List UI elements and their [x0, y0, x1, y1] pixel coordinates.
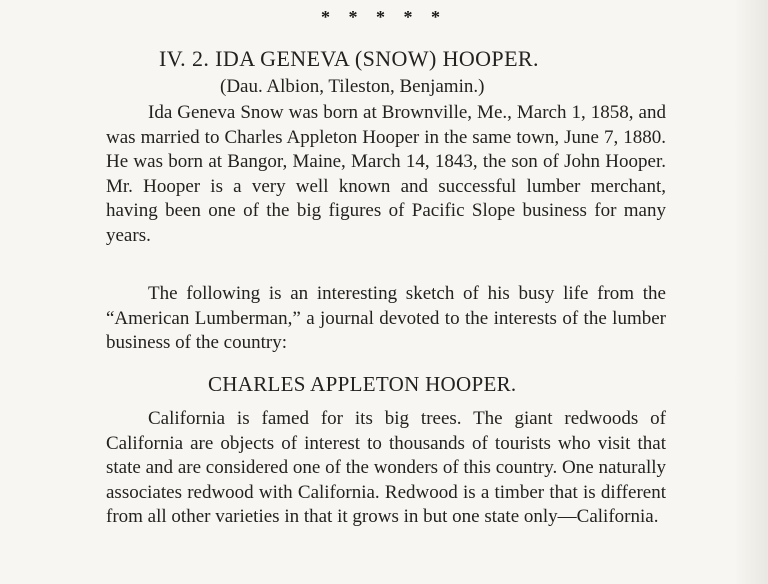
paragraph-biography: Ida Geneva Snow was born at Brownville, Me., March 1, 1858, and was married to Charles Appleton Hooper in the same town, June 7, 1880. He was born at Bangor, Maine, March 14, 1843, the son of John Hooper. Mr. Hooper is a very well known and successful lumber merchant, having been one of the big figures of Pacific Slope business for many years.	[106, 102, 666, 246]
lineage-subheading: (Dau. Albion, Tileston, Benjamin.)	[220, 76, 485, 97]
top-cutoff-line	[108, 0, 668, 2]
section-separator: * * * * *	[321, 7, 447, 27]
paragraph-sketch-intro: The following is an interesting sketch of his busy life from the “American Lumberman,” a journal devoted to the interests of the lumber business of the country:	[106, 283, 666, 354]
page-edge-shadow	[734, 0, 768, 584]
sketch-heading: CHARLES APPLETON HOOPER.	[208, 372, 517, 396]
section-heading: IV. 2. IDA GENEVA (SNOW) HOOPER.	[159, 46, 539, 71]
paragraph-california-redwood: California is famed for its big trees. The giant redwoods of California are objects of interest to thousands of tourists who visit that state and are considered one of the wonders of this country. One naturally associates redwood with California. Redwood is a timber that is different from all other varieties in that it grows in but one state only—California.	[106, 408, 666, 528]
